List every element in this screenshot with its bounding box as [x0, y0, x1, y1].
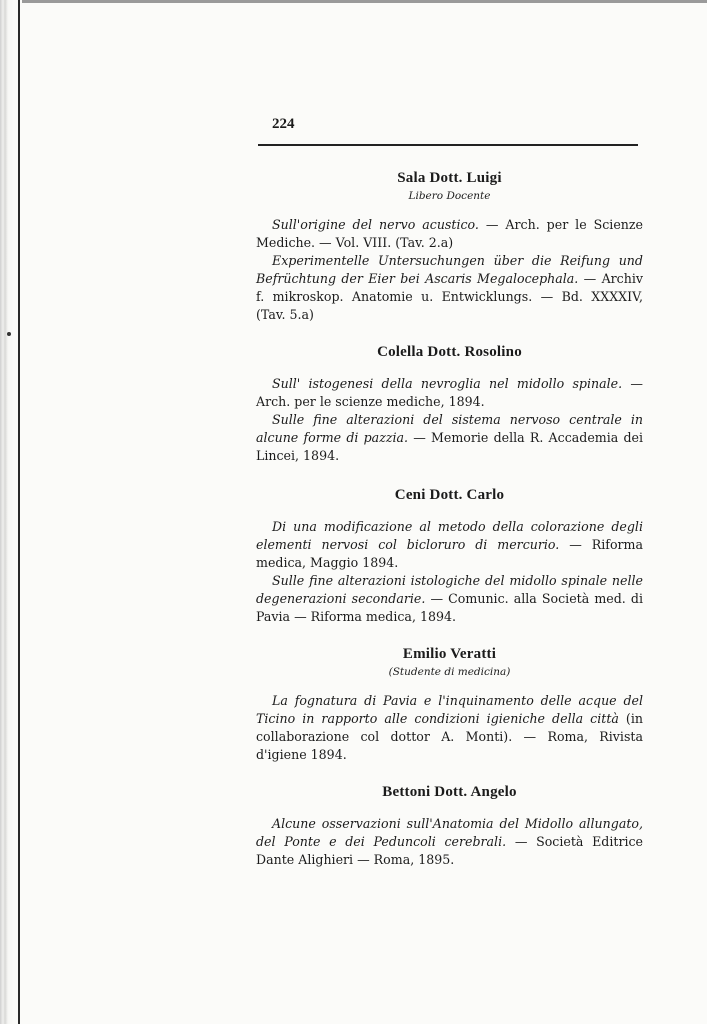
publication-details: — Società Editrice Dante Alighieri — Roma, 1895.: [256, 834, 643, 867]
author-section: [256, 344, 643, 465]
publication-title: Sull'origine del nervo acustico.: [272, 217, 479, 232]
publication-title: Sulle fine alterazioni istologiche del midollo spinale nelle degenerazioni secondarie.: [256, 573, 643, 606]
publication-details: — Archiv f. mikroskop. Anatomie u. Entwicklungs. — Bd. XXXXIV, (Tav. 5.a): [256, 271, 643, 322]
publication-details: (in collaborazione col dottor A. Monti). — Roma, Rivista d'igiene 1894.: [256, 711, 643, 762]
book-spine-shadow: [0, 0, 14, 1024]
author-name: Ceni Dott. Carlo: [394, 487, 505, 503]
publication-title: Sulle fine alterazioni del sistema nervoso centrale in alcune forme di pazzia.: [256, 412, 643, 445]
header-rule: [258, 144, 638, 146]
publication-title: Sull' istogenesi della nevroglia nel midollo spinale.: [272, 376, 623, 391]
publication-entry: [256, 375, 643, 411]
author-section: [256, 170, 643, 324]
publication-title: Alcune osservazioni sull'Anatomia del Midollo allungato, del Ponte e dei Peduncoli cerebrali.: [256, 816, 643, 849]
publication-details: — Comunic. alla Società med. di Pavia — Riforma medica, 1894.: [256, 591, 644, 624]
publication-details: — Memorie della R. Accademia dei Lincei, 1894.: [256, 430, 643, 463]
author-section: [256, 784, 643, 869]
page-top-edge: [22, 0, 707, 3]
author-name: Emilio Veratti: [402, 646, 497, 662]
publication-entry: [256, 815, 643, 869]
publication-entry: [256, 572, 643, 626]
publication-details: — Riforma medica, Maggio 1894.: [256, 537, 643, 570]
author-section: [256, 487, 643, 626]
author-name: Colella Dott. Rosolino: [377, 344, 522, 360]
margin-mark: [7, 332, 11, 336]
publication-entry: [256, 216, 643, 252]
author-name: Bettoni Dott. Angelo: [382, 784, 517, 800]
publication-entry: [256, 411, 643, 465]
publication-title: La fognatura di Pavia e l'inquinamento delle acque del Ticino in rapporto alle condizioni igieniche della città: [256, 693, 643, 726]
publication-entry: [256, 518, 643, 572]
author-role: Libero Docente: [408, 190, 491, 202]
publication-title: Di una modificazione al metodo della colorazione degli elementi nervosi col bicloruro di mercurio.: [256, 519, 643, 552]
publication-title: Experimentelle Untersuchungen über die Reifung und Befrüchtung der Eier bei Ascaris Megalocephala.: [256, 253, 643, 286]
author-section: [256, 646, 643, 764]
publication-details: — Arch. per le scienze mediche, 1894.: [256, 376, 643, 409]
publication-entry: [256, 692, 643, 764]
publication-list: [256, 170, 643, 869]
binding-edge: [18, 0, 20, 1024]
publication-details: — Arch. per le Scienze Mediche. — Vol. VIII. (Tav. 2.a): [256, 217, 643, 250]
page-number: 224: [272, 116, 295, 132]
author-name: Sala Dott. Luigi: [397, 170, 502, 186]
author-role: (Studente di medicina): [388, 666, 511, 678]
publication-entry: [256, 252, 643, 324]
